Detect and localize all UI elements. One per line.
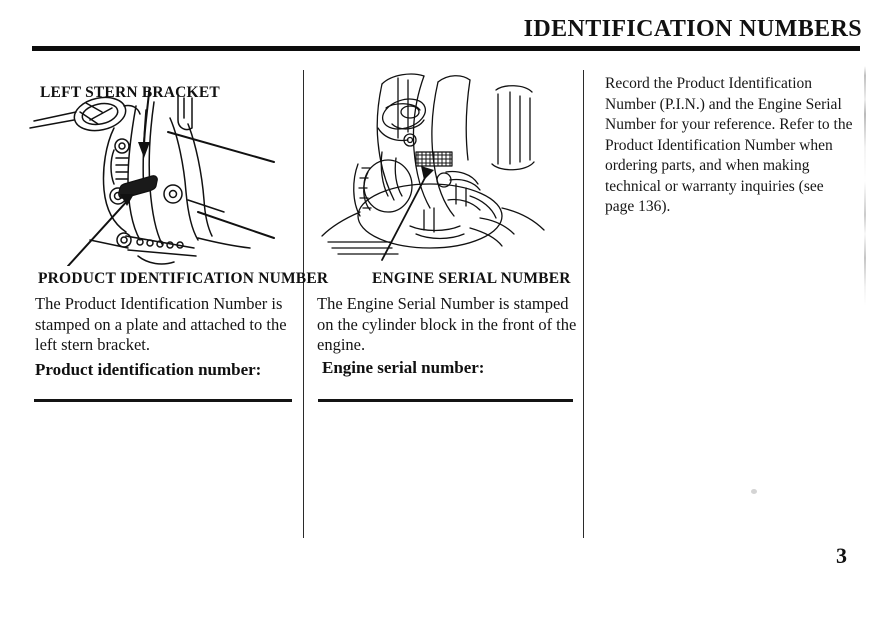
column-divider-right [583,70,584,538]
product-number-write-line[interactable] [34,399,292,402]
page-number: 3 [836,543,847,568]
left-body-text: The Product Identification Number is stamped on a plate and attached to the left stern bracket. [35,294,287,354]
left-figure-caption-top: LEFT STERN BRACKET [40,84,220,101]
left-figure-caption-bottom: PRODUCT IDENTIFICATION NUMBER [38,270,329,287]
right-body-text: Record the Product Identification Number (P.I.N.) and the Engine Serial Number for your reference. Refer to the Product Identification Number when ordering parts, and when making technical or warranty inquiries (see page 136). [605,75,853,215]
product-identification-number-prompt: Product identification number: [35,360,262,379]
engine-serial-number-prompt: Engine serial number: [322,358,485,377]
left-stern-bracket-illustration [28,88,278,266]
scan-speck-artifact [751,489,757,494]
header-rule [32,46,860,51]
engine-serial-number-illustration [320,68,568,264]
page-title: IDENTIFICATION NUMBERS [523,16,862,42]
column-divider-left [303,70,304,538]
engine-serial-write-line[interactable] [318,399,573,402]
scan-edge-artifact [864,66,866,306]
middle-body-text: The Engine Serial Number is stamped on the cylinder block in the front of the engine. [317,294,577,354]
middle-figure-caption-bottom: ENGINE SERIAL NUMBER [372,270,571,287]
